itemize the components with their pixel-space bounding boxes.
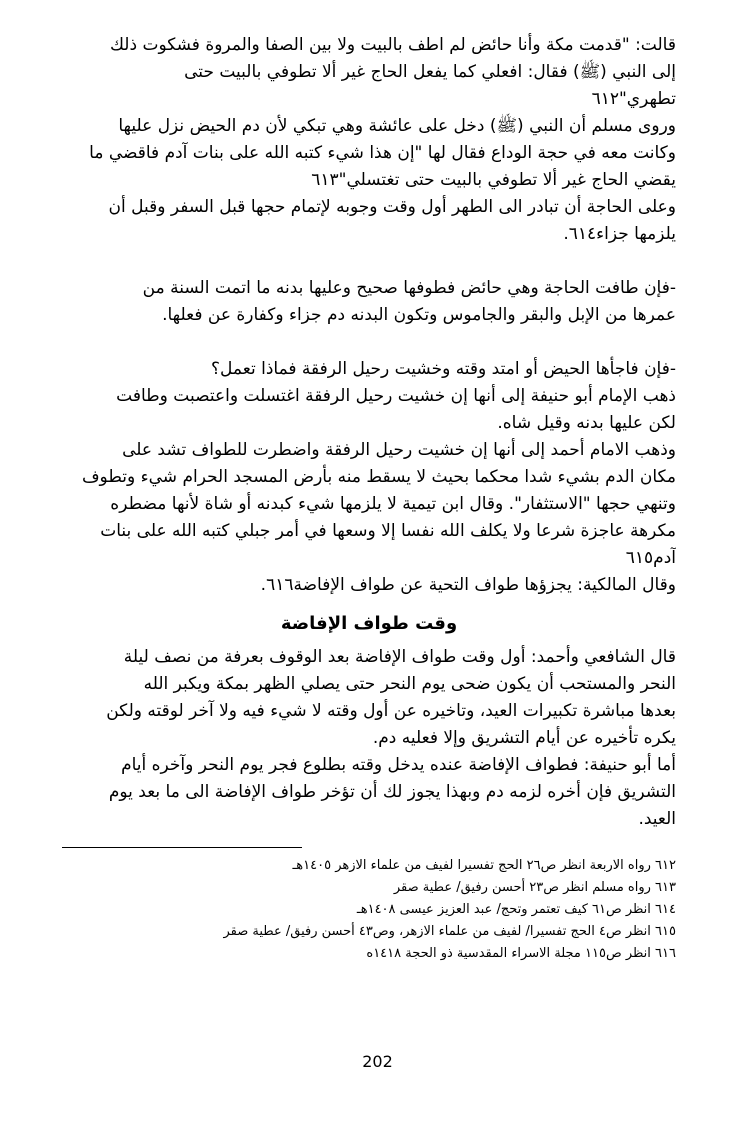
text-line: وكانت معه في حجة الوداع فقال لها "إن هذا شيء كتبه الله على بنات آدم فاقضي ما — [89, 143, 676, 163]
text-line: -فإن فاجأها الحيض أو امتد وقته وخشيت رحيل الرفقة فماذا تعمل؟ — [211, 359, 676, 379]
paragraph-gap — [62, 248, 676, 275]
footnote: ٦١٥ انظر ص٤ الحج تفسيرا/ لفيف من علماء الازهر، وص٤٣ أحسن رفيق/ عطية صقر — [223, 924, 676, 939]
page-number: 202 — [362, 1052, 393, 1071]
text-line: -فإن طافت الحاجة وهي حائض فطوفها صحيح وعليها بدنه ما اتمت السنة من — [142, 278, 676, 298]
text-line: آدم٦١٥ — [625, 548, 676, 568]
footnote-separator — [62, 847, 302, 848]
text-line: وعلى الحاجة أن تبادر الى الطهر أول وقت وجوبه لإتمام حجها قبل السفر وقبل أن — [108, 197, 676, 217]
paragraph-ahmad-opinion — [62, 437, 676, 572]
text-line: قالت: "قدمت مكة وأنا حائض لم اطف بالبيت ولا بين الصفا والمروة فشكوت ذلك — [109, 35, 676, 55]
text-line: بعدها مباشرة تكبيرات العيد، وتاخيره عن أول وقته لا شيء فيه ولا آخر لوقته ولكن — [106, 701, 676, 721]
footnote-separator-area — [62, 833, 676, 855]
text-line: عمرها من الإبل والبقر والجاموس وتكون البدنه دم جزاء وكفارة عن فعلها. — [162, 305, 676, 325]
text-line: أما أبو حنيفة: فطواف الإفاضة عنده يدخل وقته بطلوع فجر يوم النحر وآخره أيام — [121, 755, 676, 775]
text-line: يقضي الحاج غير ألا تطوفي بالبيت حتى تغتسلي"٦١٣ — [311, 170, 676, 190]
text-line: وتنهي حجها "الاستثفار". وقال ابن تيمية لا يلزمها شيء كبدنه أو شاة لأنها مضطره — [110, 494, 676, 514]
paragraph-hadith-aisha-mecca — [62, 32, 676, 113]
text-line: التشريق فإن أخره لزمه دم وبهذا يجوز لك أن تؤخر طواف الإفاضة الى ما بعد يوم — [108, 782, 676, 802]
text-line: ذهب الإمام أبو حنيفة إلى أنها إن خشيت رحيل الرفقة اغتسلت واعتصبت وطافت — [116, 386, 676, 406]
text-line: يلزمها جزاء٦١٤. — [563, 224, 676, 244]
paragraph-gap — [62, 329, 676, 356]
text-line: يكره تأخيره عن أيام التشريق وإلا فعليه دم. — [372, 728, 676, 748]
page-body — [62, 32, 676, 965]
paragraph-purification — [62, 194, 676, 248]
text-line: لكن عليها بدنه وقيل شاه. — [497, 413, 676, 433]
footnote: ٦١٤ انظر ص٦١ كيف تعتمر وتحج/ عبد العزيز عيسى ١٤٠٨هـ — [356, 902, 676, 917]
footnote: ٦١٦ انظر ص١١٥ مجلة الاسراء المقدسية ذو الحجة ١٤١٨ه — [366, 946, 676, 961]
text-line: إلى النبي (ﷺ) فقال: افعلي كما يفعل الحاج غير ألا تطوفي بالبيت حتى — [184, 62, 676, 82]
text-line: العيد. — [638, 809, 676, 829]
paragraph-muslim-narration — [62, 113, 676, 194]
text-line: النحر والمستحب أن يكون ضحى يوم النحر حتى يصلي الظهر بمكة ويكبر الله — [143, 674, 676, 694]
footnotes — [62, 855, 676, 965]
paragraph-maliki-opinion — [62, 572, 676, 599]
footnote: ٦١٣ رواه مسلم انظر ص٢٣ أحسن رفيق/ عطية صقر — [393, 880, 676, 895]
text-line: مكان الدم بشيء شدا محكما بحيث لا يسقط منه بأرض المسجد الحرام شيء وتطوف — [81, 467, 676, 487]
text-line: وذهب الامام أحمد إلى أنها إن خشيت رحيل الرفقة واضطرت للطواف تشد على — [122, 440, 676, 460]
text-line: تطهري"٦١٢ — [591, 89, 676, 109]
text-line: مكرهة عاجزة شرعا ولا يكلف الله نفسا إلا وسعها في أمر جبلي كتبه الله على بنات — [100, 521, 676, 541]
paragraph-abu-hanifa-opinion — [62, 356, 676, 437]
section-heading: وقت طواف الإفاضة — [280, 613, 458, 634]
text-line: قال الشافعي وأحمد: أول وقت طواف الإفاضة بعد الوقوف بعرفة من نصف ليلة — [123, 647, 676, 667]
footnote: ٦١٢ رواه الاربعة انظر ص٢٦ الحج تفسيرا لفيف من علماء الازهر ١٤٠٥هـ — [292, 858, 676, 873]
paragraph-tawaf-while-menstruating — [62, 275, 676, 329]
paragraph-abu-hanifa-timing — [62, 752, 676, 833]
text-line: وقال المالكية: يجزؤها طواف التحية عن طواف الإفاضة٦١٦. — [260, 575, 676, 595]
paragraph-shafii-ahmad-timing — [62, 644, 676, 752]
text-line: وروى مسلم أن النبي (ﷺ) دخل على عائشة وهي تبكي لأن دم الحيض نزل عليها — [118, 116, 676, 136]
